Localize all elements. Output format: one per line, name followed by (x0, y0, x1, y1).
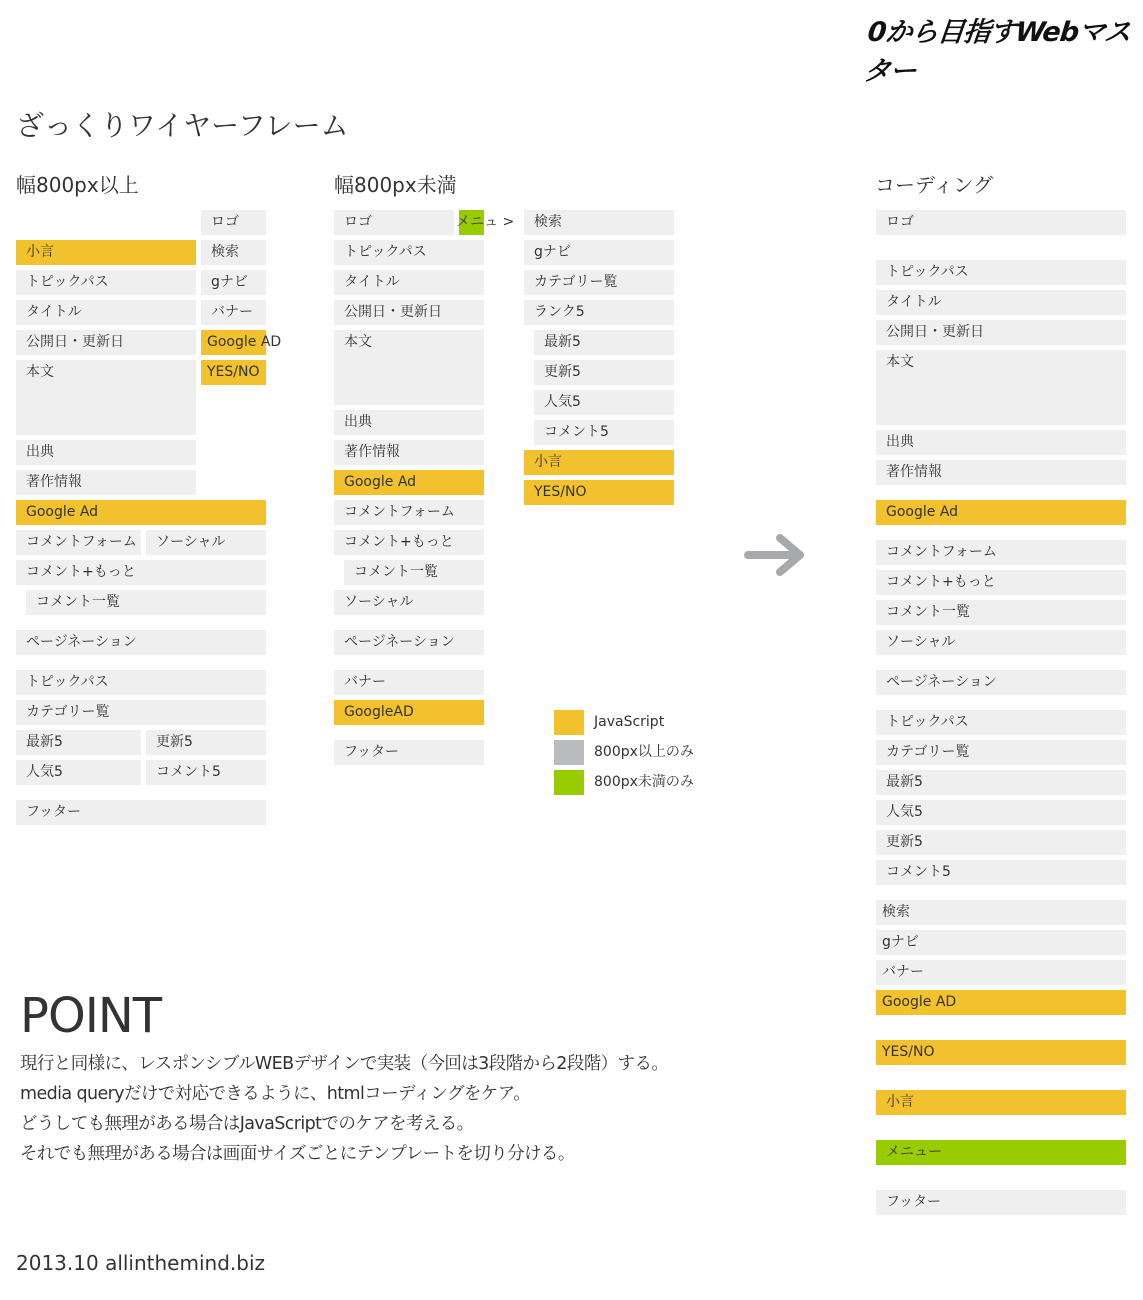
coding-source-block: 出典 (876, 430, 1126, 455)
narrow-commentform-block: コメントフォーム (334, 500, 484, 525)
narrow-googlead2-block: GoogleAD (334, 700, 484, 725)
point-title: POINT (20, 988, 162, 1044)
narrow-copyright-block: 著作情報 (334, 440, 484, 465)
narrow-comment-list-block: コメント一覧 (344, 560, 484, 585)
narrow-heading: 幅800px未満 (334, 173, 457, 197)
wide-footer-block: フッター (16, 800, 266, 825)
point-line-1: 現行と同様に、レスポンシブルWEBデザインで実装（今回は3段階から2段階）する。 (20, 1054, 669, 1074)
wide-copyright-block: 著作情報 (16, 470, 196, 495)
narrow-comment-more-block: コメント+もっと (334, 530, 484, 555)
coding-gnav-block: gナビ (876, 930, 1126, 955)
narrow-search-block: 検索 (524, 210, 674, 235)
coding-date-block: 公開日・更新日 (876, 320, 1126, 345)
coding-pagination-block: ページネーション (876, 670, 1126, 695)
wide-comment-list-block: コメント一覧 (26, 590, 266, 615)
coding-googlead2-block: Google AD (876, 990, 1126, 1015)
wide-banner-block: バナー (201, 300, 266, 325)
narrow-gnav-block: gナビ (524, 240, 674, 265)
coding-social-block: ソーシャル (876, 630, 1126, 655)
narrow-category-block: カテゴリー覧 (524, 270, 674, 295)
point-line-3: どうしても無理がある場合はJavaScriptでのケアを考える。 (20, 1114, 474, 1134)
wide-updated5-block: 更新5 (146, 730, 266, 755)
narrow-latest5-block: 最新5 (534, 330, 674, 355)
narrow-banner-block: バナー (334, 670, 484, 695)
coding-topicpath2-block: トピックパス (876, 710, 1126, 735)
narrow-kogoto-block: 小言 (524, 450, 674, 475)
narrow-comment5-block: コメント5 (534, 420, 674, 445)
site-logo[interactable]: 0から目指すWebマスター (862, 17, 1132, 87)
legend-label-narrow-only: 800px未満のみ (594, 774, 694, 790)
legend-label-wide-only: 800px以上のみ (594, 744, 694, 760)
narrow-pagination-block: ページネーション (334, 630, 484, 655)
coding-body-block: 本文 (876, 350, 1126, 425)
coding-comment-more-block: コメント+もっと (876, 570, 1126, 595)
footer-credit: 2013.10 allinthemind.biz (16, 1251, 266, 1275)
coding-yesno-block: YES/NO (876, 1040, 1126, 1065)
narrow-footer-block: フッター (334, 740, 484, 765)
narrow-updated5-block: 更新5 (534, 360, 674, 385)
coding-menu-block: メニュー (876, 1140, 1126, 1165)
coding-footer-block: フッター (876, 1190, 1126, 1215)
narrow-social-block: ソーシャル (334, 590, 484, 615)
wide-yesno-block: YES/NO (201, 360, 266, 385)
wide-comment5-block: コメント5 (146, 760, 266, 785)
wide-title-block: タイトル (16, 300, 196, 325)
coding-search-block: 検索 (876, 900, 1126, 925)
coding-title-block: タイトル (876, 290, 1126, 315)
wide-heading: 幅800px以上 (16, 173, 139, 197)
coding-category-block: カテゴリー覧 (876, 740, 1126, 765)
wide-logo-block: ロゴ (201, 210, 266, 235)
coding-heading: コーディング (875, 173, 993, 197)
arrow-right-icon (744, 530, 808, 580)
coding-banner-block: バナー (876, 960, 1126, 985)
coding-commentform-block: コメントフォーム (876, 540, 1126, 565)
coding-latest5-block: 最新5 (876, 770, 1126, 795)
point-line-2: media queryだけで対応できるように、htmlコーディングをケア。 (20, 1084, 531, 1104)
narrow-popular5-block: 人気5 (534, 390, 674, 415)
narrow-rank5-block: ランク5 (524, 300, 674, 325)
coding-topicpath-block: トピックパス (876, 260, 1126, 285)
coding-copyright-block: 著作情報 (876, 460, 1126, 485)
wide-social-block: ソーシャル (146, 530, 266, 555)
coding-comment5-block: コメント5 (876, 860, 1126, 885)
wide-topicpath2-block: トピックパス (16, 670, 266, 695)
coding-comment-list-block: コメント一覧 (876, 600, 1126, 625)
wide-search-block: 検索 (201, 240, 266, 265)
point-line-4: それでも無理がある場合は画面サイズごとにテンプレートを切り分ける。 (20, 1144, 575, 1164)
wide-pagination-block: ページネーション (16, 630, 266, 655)
wide-category-block: カテゴリー覧 (16, 700, 266, 725)
narrow-menu-toggle (456, 210, 514, 235)
legend-label-javascript: JavaScript (594, 714, 665, 730)
wide-popular5-block: 人気5 (16, 760, 141, 785)
coding-logo-block: ロゴ (876, 210, 1126, 235)
wide-comment-more-block: コメント+もっと (16, 560, 266, 585)
legend-swatch-wide-only (554, 740, 584, 765)
narrow-title-block: タイトル (334, 270, 484, 295)
narrow-source-block: 出典 (334, 410, 484, 435)
legend-swatch-javascript (554, 710, 584, 735)
wide-source-block: 出典 (16, 440, 196, 465)
wide-gnav-block: gナビ (201, 270, 266, 295)
narrow-googlead-block: Google Ad (334, 470, 484, 495)
wide-kogoto-block: 小言 (16, 240, 196, 265)
wide-commentform-block: コメントフォーム (16, 530, 141, 555)
wide-body-block: 本文 (16, 360, 196, 435)
narrow-topicpath-block: トピックパス (334, 240, 484, 265)
coding-popular5-block: 人気5 (876, 800, 1126, 825)
narrow-date-block: 公開日・更新日 (334, 300, 484, 325)
page-title: ざっくりワイヤーフレーム (16, 109, 349, 142)
wide-topicpath-block: トピックパス (16, 270, 196, 295)
legend-swatch-narrow-only (554, 770, 584, 795)
narrow-logo-block: ロゴ (334, 210, 454, 235)
wide-latest5-block: 最新5 (16, 730, 141, 755)
wide-googlead-block: Google Ad (16, 500, 266, 525)
coding-kogoto-block: 小言 (876, 1090, 1126, 1115)
coding-googlead-block: Google Ad (876, 500, 1126, 525)
wide-date-block: 公開日・更新日 (16, 330, 196, 355)
narrow-body-block: 本文 (334, 330, 484, 405)
coding-updated5-block: 更新5 (876, 830, 1126, 855)
menu-toggle-label: メニュ > (456, 214, 515, 230)
narrow-yesno-block: YES/NO (524, 480, 674, 505)
wide-googlead-side-block: Google AD (201, 330, 266, 355)
